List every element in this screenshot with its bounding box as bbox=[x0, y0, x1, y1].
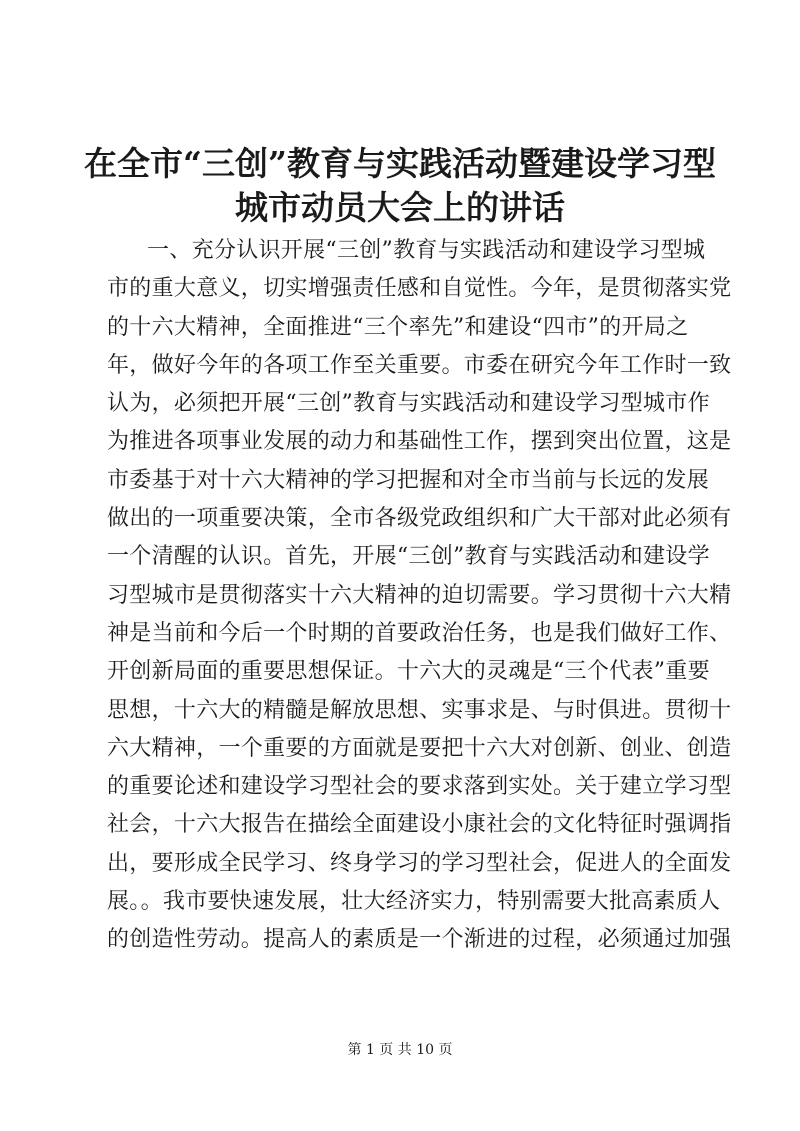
document-title-line-1: 在全市“三创”教育与实践活动暨建设学习型 bbox=[84, 144, 716, 183]
body-line: 市委基于对十六大精神的学习把握和对全市当前与长远的发展 bbox=[107, 467, 710, 493]
body-line: 一、充分认识开展“三创”教育与实践活动和建设学习型城 bbox=[147, 238, 706, 263]
body-line: 为推进各项事业发展的动力和基础性工作，摆到突出位置，这是 bbox=[107, 429, 732, 455]
body-line: 一个清醒的认识。首先，开展“三创”教育与实践活动和建设学 bbox=[107, 544, 710, 570]
body-line: 展。。我市要快速发展，壮大经济实力，特别需要大批高素质人 bbox=[107, 889, 721, 915]
document-title-line-2: 城市动员大会上的讲话 bbox=[235, 188, 565, 227]
body-line: 做出的一项重要决策，全市各级党政组织和广大干部对此必须有 bbox=[107, 506, 732, 532]
body-line: 思想，十六大的精髓是解放思想、实事求是、与时俱进。贯彻十 bbox=[107, 697, 732, 723]
body-line: 的创造性劳动。提高人的素质是一个渐进的过程，必须通过加强 bbox=[107, 927, 732, 953]
body-line: 认为，必须把开展“三创”教育与实践活动和建设学习型城市作 bbox=[107, 391, 710, 417]
body-line: 习型城市是贯彻落实十六大精神的迫切需要。学习贯彻十六大精 bbox=[107, 582, 732, 608]
body-line: 的十六大精神，全面推进“三个率先”和建设“四市”的开局之 bbox=[107, 314, 689, 340]
body-line: 六大精神，一个重要的方面就是要把十六大对创新、创业、创造 bbox=[107, 735, 732, 761]
body-line: 年，做好今年的各项工作至关重要。市委在研究今年工作时一致 bbox=[107, 352, 732, 378]
body-line: 开创新局面的重要思想保证。十六大的灵魂是“三个代表”重要 bbox=[107, 659, 710, 685]
body-line: 神是当前和今后一个时期的首要政治任务，也是我们做好工作、 bbox=[107, 620, 732, 646]
body-line: 出，要形成全民学习、终身学习的学习型社会，促进人的全面发 bbox=[107, 850, 732, 876]
page-footer: 第 1 页 共 10 页 bbox=[347, 1042, 453, 1058]
body-line: 市的重大意义，切实增强责任感和自觉性。今年，是贯彻落实党 bbox=[107, 276, 732, 302]
body-line: 的重要论述和建设学习型社会的要求落到实处。关于建立学习型 bbox=[107, 774, 732, 800]
body-line: 社会，十六大报告在描绘全面建设小康社会的文化特征时强调指 bbox=[107, 812, 732, 838]
document-body bbox=[107, 232, 732, 960]
